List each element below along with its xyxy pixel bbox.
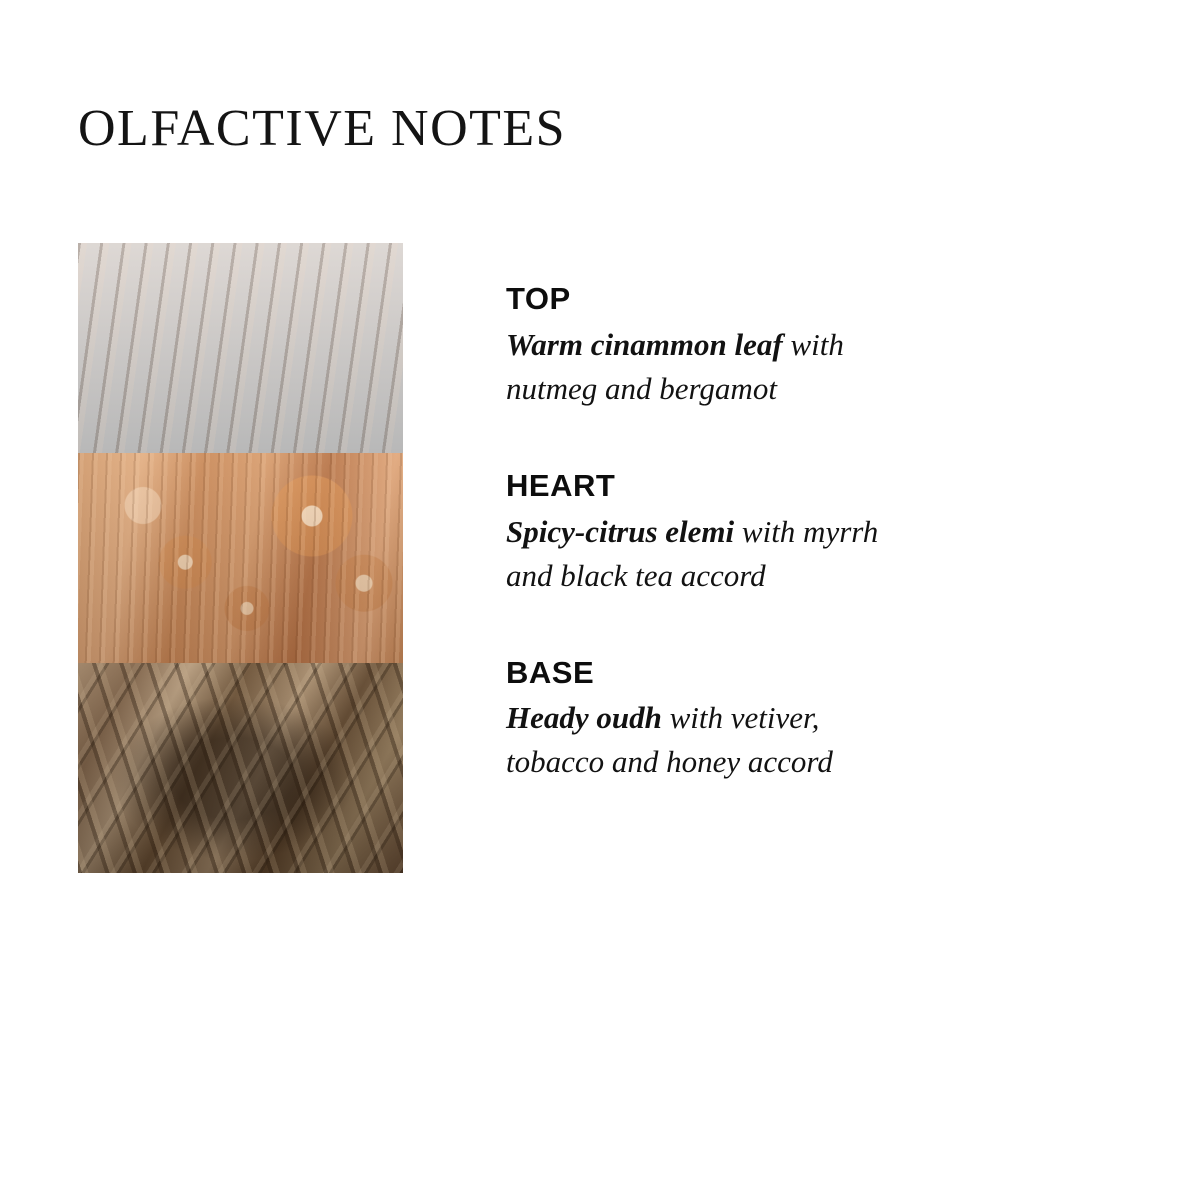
note-entry-top [506,280,908,411]
note-text-column [403,243,908,784]
tree-bark-image [78,663,403,873]
note-label-heart: HEART [506,467,616,503]
note-label-base: BASE [506,654,595,690]
cinnamon-sticks-image [78,243,403,453]
olfactive-notes-block [78,243,908,873]
note-rest-heart: with myrrh and black tea accord [506,513,879,593]
note-entry-heart [506,467,908,598]
note-images-column [78,243,403,873]
note-description-top [506,323,908,411]
note-description-heart [506,510,908,598]
note-rest-top: with nutmeg and bergamot [506,326,844,406]
note-rest-base: with vetiver, tobacco and honey accord [506,700,833,780]
note-accent-top: Warm cinammon leaf [506,326,783,362]
note-label-top: TOP [506,281,571,316]
note-description-base [506,696,908,784]
page-title: OLFACTIVE NOTES [78,99,567,157]
note-accent-heart: Spicy-citrus elemi [506,513,735,549]
note-accent-base: Heady oudh [506,700,662,736]
resin-droplets-image [78,453,403,663]
note-entry-base [506,654,908,785]
